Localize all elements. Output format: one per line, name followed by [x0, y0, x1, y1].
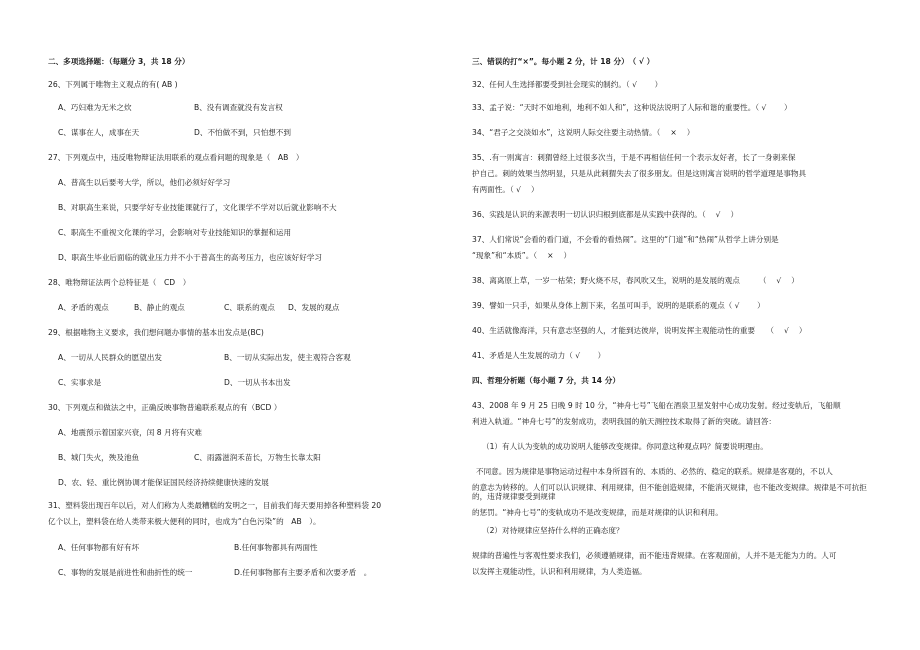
left-column [48, 0, 448, 650]
q31-option-a: A、任何事物都有好有坏 [58, 543, 140, 552]
q27-option-b: B、对职高生来说，只要学好专业技能课就行了，文化课学不学对以后就业影响不大 [58, 203, 337, 212]
q28-options [48, 303, 448, 312]
q31-option-b: B.任何事物都具有两面性 [234, 543, 318, 552]
q28-option-a: A、矛盾的观点 [58, 303, 109, 312]
right-column [472, 0, 872, 650]
q26-options-row1 [48, 103, 448, 112]
q30-stem: 30、下列观点和做法之中，正确反映事物普遍联系观点的有（BCD ） [48, 403, 282, 412]
q27-stem: 27、下列观点中，违反唯物辩证法用联系的观点看问题的现象是（ AB ） [48, 153, 304, 162]
q31-stem-line1: 31、塑料袋出现百年以后，对人们称为人类最糟糕的发明之一，目前我们每天要用掉各种塑料袋 20 [48, 501, 382, 510]
q40: 40、生活就像海洋，只有意志坚强的人，才能到达彼岸，说明发挥主观能动性的重要 （ √ ） [472, 326, 807, 335]
q31-option-d: D.任何事物都有主要矛盾和次要矛盾 。 [234, 568, 372, 577]
q30-option-d: D、农、轻、重比例协调才能保证国民经济持续健康快速的发展 [58, 478, 269, 487]
q30-option-a: A、地震预示着国家兴衰，闰 8 月将有灾难 [58, 428, 202, 437]
q28-option-d: D、发展的观点 [288, 303, 340, 312]
q26-option-a: A、巧妇难为无米之炊 [58, 103, 132, 112]
q29-options-row2 [48, 378, 448, 387]
q34: 34、“君子之交淡如水”，这说明人际交往要主动热情。（ × ） [472, 128, 695, 137]
q36: 36、实践是认识的来源表明一切认识归根到底都是从实践中获得的。（ √ ） [472, 210, 739, 219]
section-2-title: 二、多项选择题：（每题分 3，共 18 分） [48, 57, 190, 66]
q41: 41、矛盾是人生发展的动力（ √ ） [472, 351, 606, 360]
q43-answer-2-line2: 以发挥主观能动性，认识和利用规律，为人类造福。 [472, 567, 647, 576]
q43-subquestion-1: （1）有人认为变轨的成功说明人能够改变规律。你同意这种观点吗？简要说明理由。 [482, 442, 768, 451]
q43-answer-1-line2: 的意志为转移的。人们可以认识规律、利用规律，但不能创造规律，不能消灭规律，也不能改变规律。规律是不可抗拒的，违背规律要受到规律 [472, 483, 867, 502]
q43-stem-line2: 利进入轨道。“神舟七号”的发射成功，表明我国的航天测控技术取得了新的突破。请回答： [472, 417, 777, 426]
q30-option-b: B、城门失火，殃及池鱼 [58, 453, 140, 462]
q39: 39、譬如一只手，如果从身体上割下来，名虽可叫手，说明的是联系的观点（ √ ） [472, 301, 765, 310]
q29-option-c: C、实事求是 [58, 378, 102, 387]
q43-subquestion-2: （2）对待规律应坚持什么样的正确态度？ [482, 526, 624, 535]
q43-answer-1-line1: 不同意。因为规律是事物运动过程中本身所固有的、本质的、必然的、稳定的联系。规律是客观的，不以人 [476, 467, 833, 476]
q43-answer-2-line1: 规律的普遍性与客观性要求我们，必须遵循规律，而不能违背规律。在客观面前，人并不是无能为力的。人可 [472, 551, 837, 560]
q38: 38、离离原上草，一岁一枯荣；野火烧不尽，春风吹又生，说明的是发展的观点 （ √ ） [472, 276, 799, 285]
q26-options-row2 [48, 128, 448, 137]
q37-line1: 37、人们常说“会看的看门道，不会看的看热闹”。这里的“门道”和“热闹”从哲学上讲分别是 [472, 235, 779, 244]
q29-options-row1 [48, 353, 448, 362]
q29-stem: 29、根据唯物主义要求，我们想问题办事情的基本出发点是(BC) [48, 328, 264, 337]
section-3-title: 三、错误的打“×”。每小题 2 分，计 18 分） （ √ ） [472, 57, 655, 66]
q28-option-b: B、静止的观点 [134, 303, 185, 312]
q31-options-row1 [48, 543, 448, 552]
q27-option-d: D、职高生毕业后面临的就业压力并不小于普高生的高考压力，也应该好好学习 [58, 253, 323, 262]
section-4-title: 四、哲理分析题（每小题 7 分，共 14 分） [472, 376, 620, 385]
q37-line2: “现象”和“本质”。（ × ） [472, 251, 572, 260]
q31-options-row2 [48, 568, 448, 577]
q43-stem-line1: 43、2008 年 9 月 25 日晚 9 时 10 分，“神舟七号”飞船在酒泉卫星发射中心成功发射。经过变轨后，飞船顺 [472, 401, 841, 410]
q26-option-d: D、不怕做不到，只怕想不到 [194, 128, 291, 137]
q29-option-b: B、一切从实际出发，使主观符合客观 [224, 353, 351, 362]
q30-options-row2 [48, 453, 448, 462]
q29-option-d: D、一切从书本出发 [224, 378, 291, 387]
q28-stem: 28、唯物辩证法两个总特征是（ CD ） [48, 278, 191, 287]
q27-option-c: C、职高生不重视文化课的学习，会影响对专业技能知识的掌握和运用 [58, 228, 292, 237]
q29-option-a: A、一切从人民群众的愿望出发 [58, 353, 162, 362]
q43-answer-1-line3: 的惩罚。“神舟七号”的变轨成功不是改变规律，而是对规律的认识和利用。 [472, 508, 723, 517]
q28-option-c: C、联系的观点 [224, 303, 275, 312]
q33: 33、孟子说：“天时不如地利，地利不如人和”，这种说法说明了人际和谐的重要性。（ √ ） [472, 103, 792, 112]
q35-line3: 有两面性。（ √ ） [472, 185, 539, 194]
q35-line2: 护自己。刺的效果当然明显，只是从此刺猬失去了很多朋友。但是这则寓言说明的哲学道理是事物具 [472, 169, 807, 178]
q26-option-b: B、没有调查就没有发言权 [194, 103, 283, 112]
q35-line1: 35、.有一则寓言：刺猬曾经上过很多次当，于是不再相信任何一个表示友好者，长了一身刺来保 [472, 153, 796, 162]
q31-option-c: C、事物的发展是前进性和曲折性的统一 [58, 568, 193, 577]
q26-option-c: C、谋事在人，成事在天 [58, 128, 140, 137]
q26-stem: 26、下列属于唯物主义观点的有( AB ) [48, 80, 178, 89]
q30-option-c: C、雨露滋润禾苗长，万物生长靠太阳 [194, 453, 321, 462]
q31-stem-line2: 亿个以上，塑料袋在给人类带来极大便利的同时，也成为“白色污染”的 AB ）。 [48, 517, 321, 526]
q32: 32、任何人生选择都要受到社会现实的制约。（ √ ） [472, 80, 663, 89]
q27-option-a: A、普高生以后要考大学，所以，他们必须好好学习 [58, 178, 231, 187]
